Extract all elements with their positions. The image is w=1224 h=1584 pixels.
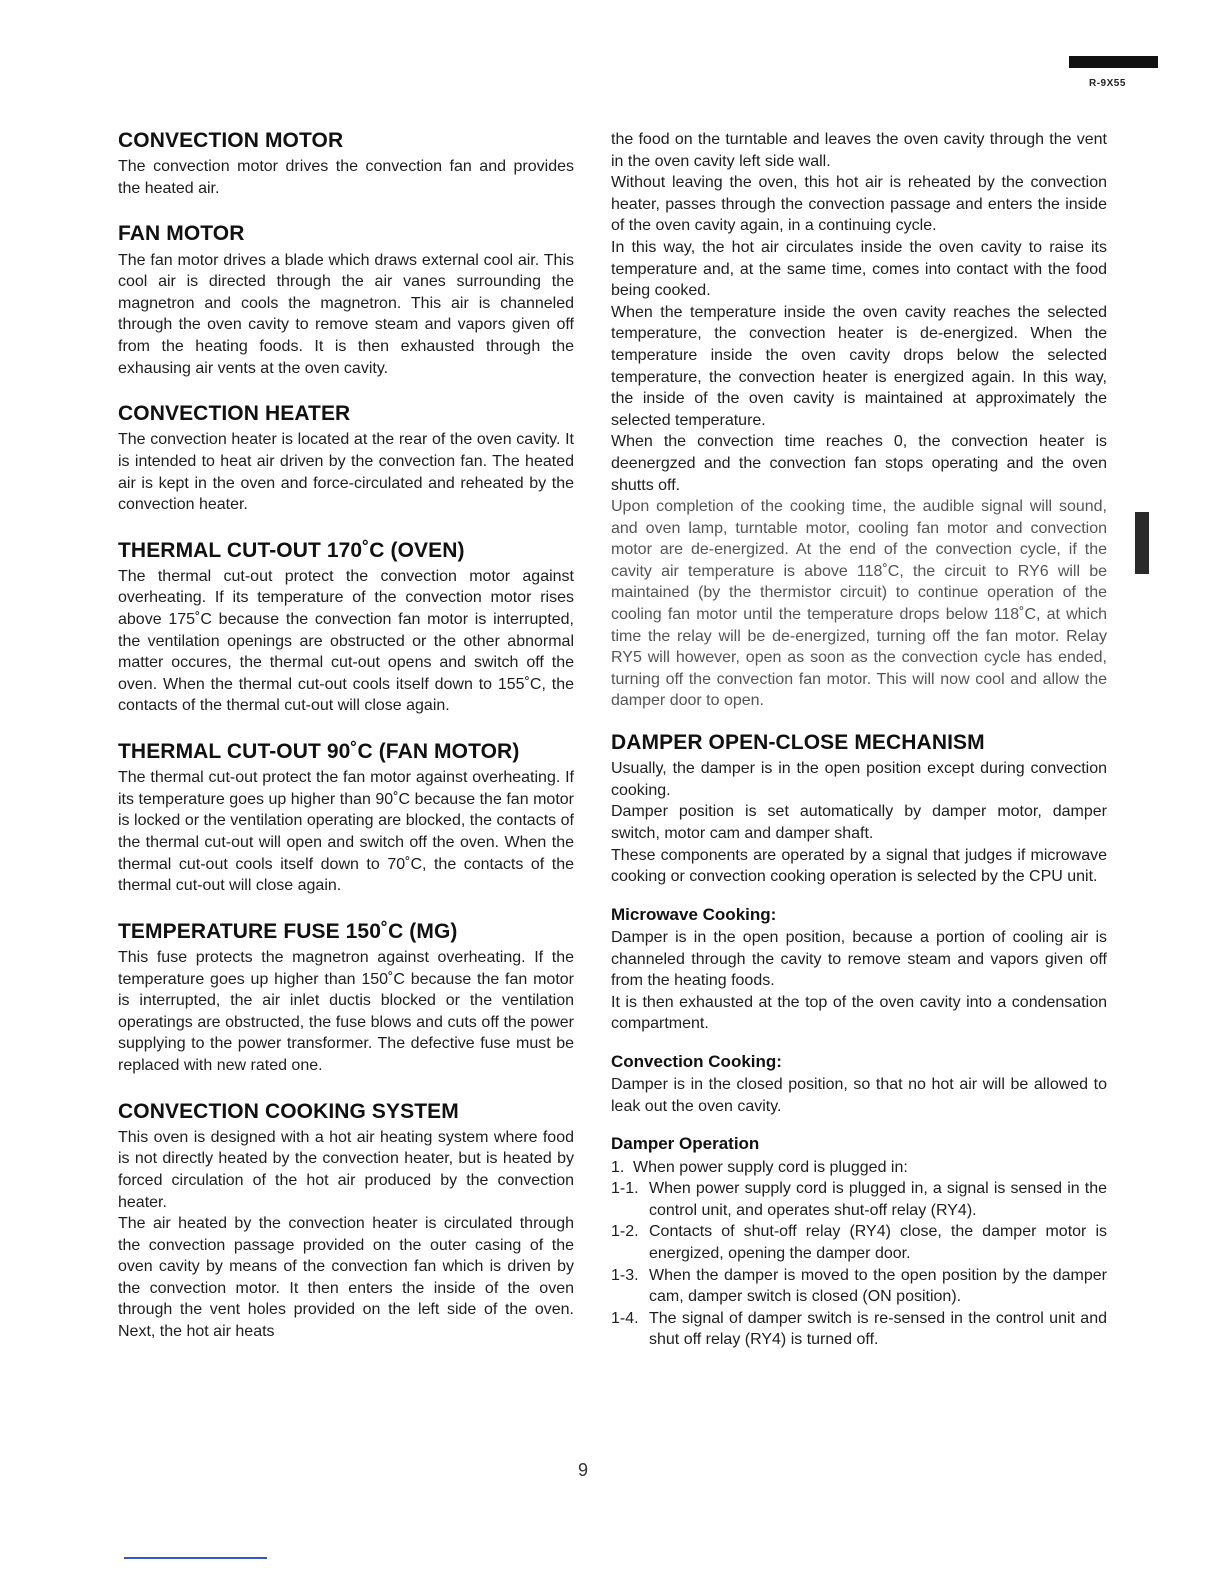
section-title: CONVECTION MOTOR [118,129,344,152]
step-number: 1-3. [611,1266,639,1284]
section-damper-operation [611,1133,1107,1351]
page-number: 9 [578,1460,589,1480]
section-thermal-cutout-fan [118,739,574,897]
section-text: The fan motor drives a blade which draws external cool air. This cool air is directed through the air vanes surrounding the magnetron and cools the magnetron. This air is channeled through the oven cavity to remove steam and vapors given off from the heating foods. It is then exhausted through the exhausing air vents at the oven cavity. [118,251,574,377]
section-text: The convection heater is located at the rear of the oven cavity. It is intended to heat air driven by the convection fan. The heated air is kept in the oven and force-circulated and reheated by the convection heater. [118,431,574,514]
section-title: CONVECTION COOKING SYSTEM [118,1099,459,1123]
paragraph: Upon completion of the cooking time, the audible signal will sound, and oven lamp, turntable motor, cooling fan motor and convection motor are de-energized. At the end of the convection cycle, if the cavity air temperature is above 118˚C, the circuit to RY6 will be maintained (by the thermistor circuit) to continue operation of the cooling fan motor until the temperature drops below 118˚C, at which time the relay will be de-energized, turning off the fan motor. Relay RY5 will however, open as soon as the convection cycle has ended, turning off the convection fan motor. This will now cool and allow the damper door to open. [611,498,1107,710]
paragraph: Usually, the damper is in the open position except during convection cooking. [611,760,1107,799]
left-column [118,128,574,1343]
section-convection-cooking-continued [611,129,1107,712]
paragraph: Damper is in the open position, because a portion of cooling air is channeled through the cavity to remove steam and vapors given off from the heating foods. [611,929,1107,990]
section-title: DAMPER OPEN-CLOSE MECHANISM [611,731,985,755]
section-convection-heater [118,401,574,516]
subsection-title: Convection Cooking: [611,1052,782,1071]
section-convection-cooking [611,1051,1107,1117]
subsection-title: Microwave Cooking: [611,904,777,924]
section-damper-mechanism [611,730,1107,888]
list-item [611,1157,1107,1179]
section-title: THERMAL CUT-OUT 90˚C (FAN MOTOR) [118,740,520,764]
section-title: TEMPERATURE FUSE 150˚C (MG) [118,919,458,943]
paragraph: Damper position is set automatically by damper motor, damper switch, motor cam and damper shaft. [611,803,1107,842]
section-text: This oven is designed with a hot air heating system where food is not directly heated by the convection heater, but is heated by forced circulation of the hot air produced by the convection heater. [118,1128,574,1211]
section-text: The thermal cut-out protect the convection motor against overheating. If its temperature of the convection motor rises above 175˚C because the convection fan motor is interrupted, the ventilation openings are obstructed or the other abnormal matter occures, the thermal cut-out opens and switch off the oven. When the thermal cut-out cools itself down to 155˚C, the contacts of the thermal cut-out will close again. [118,567,574,715]
section-text: The convection motor drives the convection fan and provides the heated air. [118,158,574,197]
section-title: THERMAL CUT-OUT 170˚C (OVEN) [118,538,465,562]
model-number: R-9X55 [1089,78,1126,89]
list-item [611,1221,1107,1264]
section-text: The thermal cut-out protect the fan motor against overheating. If its temperature goes up higher than 90˚C because the fan motor is locked or the ventilation operating are blocked, the contacts of the thermal cut-out will open and switch off the oven. When the thermal cut-out cools itself down to 70˚C, the contacts of the thermal cut-out will close again. [118,769,574,895]
paragraph: Damper is in the closed position, so that no hot air will be allowed to leak out the oven cavity. [611,1076,1107,1115]
header-bar [1069,56,1158,68]
footer-rule [124,1557,267,1559]
section-temperature-fuse [118,919,574,1077]
step-text: When the damper is moved to the open position by the damper cam, damper switch is closed (ON position). [649,1266,1107,1306]
section-convection-cooking-system [118,1099,574,1343]
list-item [611,1178,1107,1221]
paragraph: In this way, the hot air circulates inside the oven cavity to raise its temperature and, at the same time, comes into contact with the food being cooked. [611,238,1107,300]
paragraph: the food on the turntable and leaves the oven cavity through the vent in the oven cavity left side wall. [611,131,1107,170]
list-item [611,1265,1107,1308]
paragraph: When the temperature inside the oven cavity reaches the selected temperature, the convection heater is de-energized. When the temperature inside the oven cavity drops below the selected temperature, the convection heater is energized again. In this way, the inside of the oven cavity is maintained at approximately the selected temperature. [611,303,1107,429]
step-text: When power supply cord is plugged in, a signal is sensed in the control unit, and operates shut-off relay (RY4). [649,1180,1107,1219]
paragraph: Without leaving the oven, this hot air is reheated by the convection heater, passes through the convection passage and enters the inside of the oven cavity again, in a continuing cycle. [611,174,1107,235]
section-title: CONVECTION HEATER [118,402,351,426]
subsection-title: Damper Operation [611,1134,760,1154]
section-fan-motor [118,221,574,379]
step-text: Contacts of shut-off relay (RY4) close, the damper motor is energized, opening the damper door. [649,1223,1107,1263]
step-number: 1-1. [611,1180,639,1198]
edge-tab-mark [1135,512,1149,574]
section-convection-motor [118,128,574,199]
section-text: The air heated by the convection heater is circulated through the convection passage provided on the outer casing of the oven cavity by means of the convection fan which is driven by the convection motor. It then enters the inside of the oven through the vent holes provided on the left side of the oven. Next, the hot air heats [118,1215,574,1341]
section-title: FAN MOTOR [118,222,245,246]
paragraph: These components are operated by a signal that judges if microwave cooking or convection cooking operation is selected by the CPU unit. [611,846,1107,886]
operation-steps-list [611,1157,1107,1351]
list-item [611,1308,1107,1351]
paragraph: When the convection time reaches 0, the convection heater is deenergzed and the convection fan stops operating and the oven shutts off. [611,433,1107,494]
section-text: This fuse protects the magnetron against overheating. If the temperature goes up higher than 150˚C because the fan motor is interrupted, the air inlet ductis blocked or the ventilation operatings are obstructed, the fuse blows and cuts off the power supplying to the power transformer. The defective fuse must be replaced with new rated one. [118,948,574,1074]
section-thermal-cutout-oven [118,538,574,717]
step-text: The signal of damper switch is re-sensed in the control unit and shut off relay (RY4) is turned off. [649,1309,1107,1349]
step-number: 1-4. [611,1309,639,1327]
paragraph: It is then exhausted at the top of the oven cavity into a condensation compartment. [611,993,1107,1033]
step-text: When power supply cord is plugged in: [633,1158,908,1176]
section-microwave-cooking [611,904,1107,1035]
step-number: 1. [611,1158,625,1176]
step-number: 1-2. [611,1223,639,1241]
right-column [611,129,1107,1351]
